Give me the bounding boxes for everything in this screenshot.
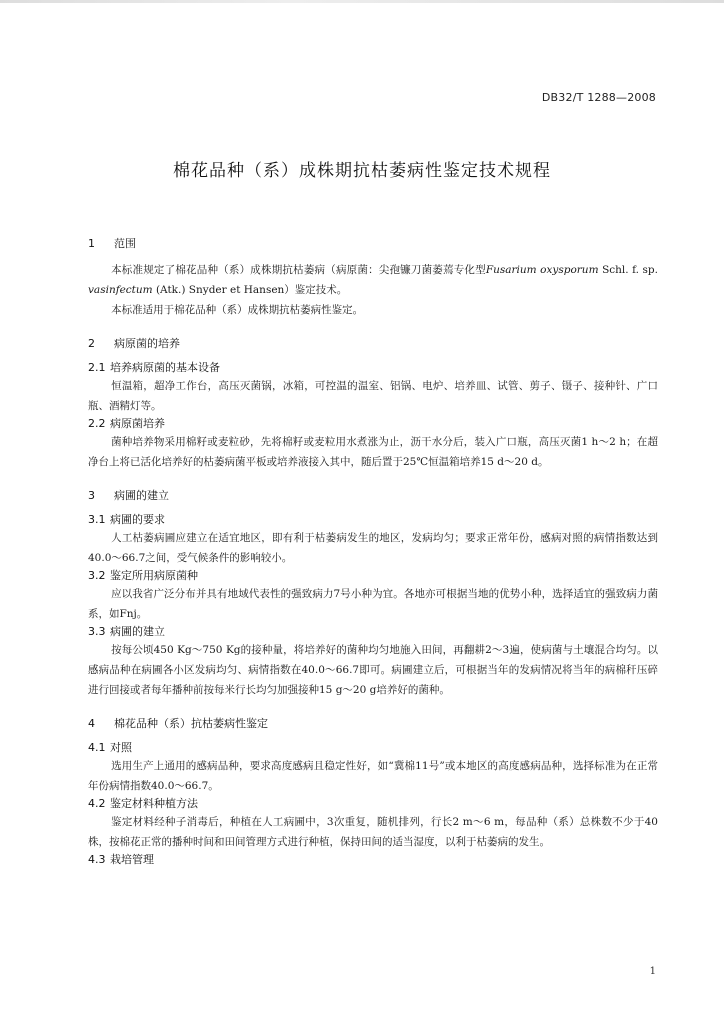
subsection-title: 鉴定材料种植方法 [110,797,198,810]
section-title: 病圃的建立 [114,489,169,502]
subsection-3-1-paragraph: 人工枯萎病圃应建立在适宜地区，即有利于枯萎病发生的地区，发病均匀；要求正常年份，感病对照的病情指数达到40.0～66.7之间，受气候条件的影响较小。 [88,532,658,564]
document-title: 棉花品种（系）成株期抗枯萎病性鉴定技术规程 [173,161,551,181]
subsection-4-2-paragraph: 鉴定材料经种子消毒后，种植在人工病圃中，3次重复，随机排列，行长2 m～6 m，每品种（系）总株数不少于40株，按棉花正常的播种时间和田间管理方式进行种植，保持田间的适当湿度，以利于枯萎病的发生。 [88,816,658,848]
section-1-paragraph-1 [88,260,658,300]
subsection-4-1-paragraph: 选用生产上通用的感病品种，要求高度感病且稳定性好，如“冀棉11号”或本地区的高度感病品种，选择标准为在正常年份病情指数40.0～66.7。 [88,760,658,792]
subsection-number: 3.2 [88,569,106,582]
section-3-heading [88,488,658,504]
section-4-heading [88,716,658,732]
subsection-title: 栽培管理 [110,853,154,866]
subsection-title: 病原菌培养 [110,417,165,430]
subsection-2-1-paragraph: 恒温箱，超净工作台，高压灭菌锅，冰箱，可控温的温室、铝锅、电炉、培养皿、试管、剪子、镊子、接种针、广口瓶、酒精灯等。 [88,380,658,412]
scan-edge [0,0,724,3]
section-1-heading [88,236,658,252]
subsection-2-2-heading [88,416,658,432]
subsection-4-3-heading [88,852,658,868]
subsection-4-1-heading [88,740,658,756]
section-title: 病原菌的培养 [114,337,180,350]
subsection-number: 4.1 [88,741,106,754]
section-number: 1 [88,237,95,250]
subsection-4-2-heading [88,796,658,812]
subsection-title: 病圃的要求 [110,513,165,526]
subsection-number: 2.1 [88,361,106,374]
section-2-heading [88,336,658,352]
subsection-title: 鉴定所用病原菌种 [110,569,198,582]
section-1-paragraph-2: 本标准适用于棉花品种（系）成株期抗枯萎病性鉴定。 [111,304,364,316]
subsection-number: 3.1 [88,513,106,526]
subsection-number: 3.3 [88,625,106,638]
standard-code: DB32/T 1288—2008 [541,91,656,104]
latin-name: Fusarium oxysporum [485,264,599,276]
latin-name: vasinfectum [88,284,153,296]
section-number: 4 [88,717,95,730]
document-body [88,236,658,868]
subsection-title: 病圃的建立 [110,625,165,638]
subsection-number: 4.3 [88,853,106,866]
subsection-number: 4.2 [88,797,106,810]
subsection-3-1-heading [88,512,658,528]
section-number: 3 [88,489,95,502]
subsection-2-2-paragraph: 菌种培养物采用棉籽或麦粒砂，先将棉籽或麦粒用水煮涨为止，沥干水分后，装入广口瓶，高压灭菌1 h～2 h；在超净台上将已活化培养好的枯萎病菌平板或培养液接入其中，随后置于25℃恒温箱培养15 d～20 d。 [88,436,658,468]
subsection-3-3-heading [88,624,658,640]
subsection-2-1-heading [88,360,658,376]
page-number: 1 [649,966,656,977]
subsection-title: 培养病原菌的基本设备 [110,361,220,374]
text-run: (Atk.) Snyder et Hansen）鉴定技术。 [152,284,348,296]
text-run: 本标准规定了棉花品种（系）成株期抗枯萎病（病原菌：尖孢镰刀菌萎蔫专化型 [111,264,486,276]
subsection-3-2-heading [88,568,658,584]
section-number: 2 [88,337,95,350]
subsection-number: 2.2 [88,417,106,430]
subsection-3-2-paragraph: 应以我省广泛分布并具有地域代表性的强致病力7号小种为宜。各地亦可根据当地的优势小种，选择适宜的强致病力菌系，如Fnj。 [88,588,658,620]
subsection-3-3-paragraph: 按每公顷450 Kg～750 Kg的接种量，将培养好的菌种均匀地施入田间，再翻耕2～3遍，使病菌与土壤混合均匀。以感病品种在病圃各小区发病均匀、病情指数在40.0～66.7即可。病圃建立后，可根据当年的发病情况将当年的病棉秆压碎进行回接或者每年播种前按每米行长均匀加强接种15 g～20 g培养好的菌种。 [88,644,658,696]
section-title: 范围 [114,237,136,250]
text-run: Schl. f. sp. [598,264,658,276]
section-title: 棉花品种（系）抗枯萎病性鉴定 [114,717,268,730]
subsection-title: 对照 [110,741,132,754]
